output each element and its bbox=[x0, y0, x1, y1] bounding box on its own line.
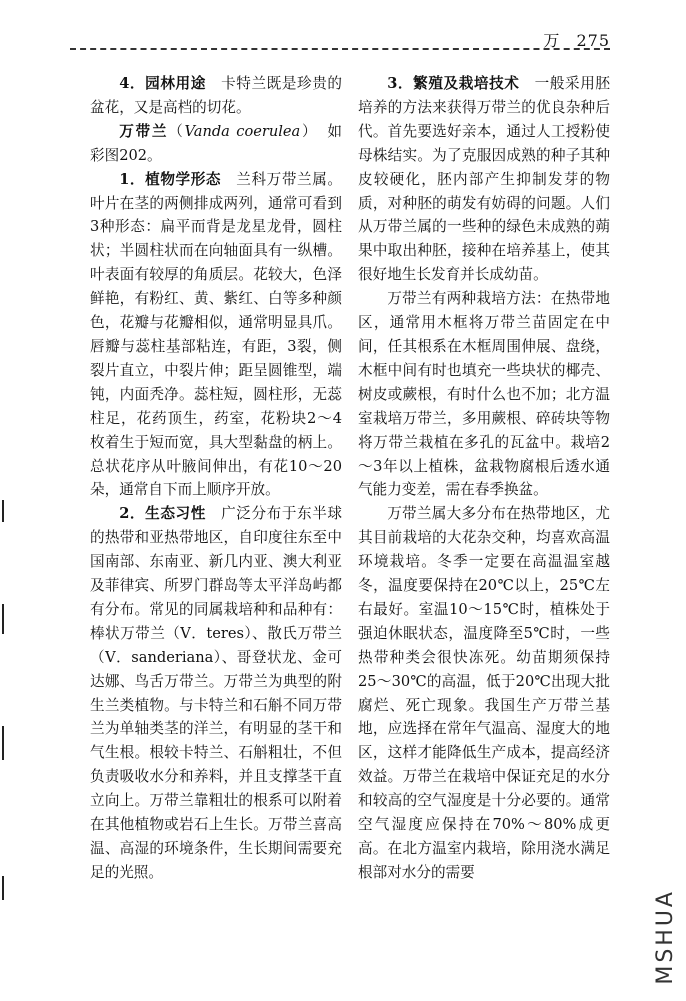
page-number: 275 bbox=[576, 31, 610, 50]
entry-term: 万带兰 bbox=[119, 122, 169, 140]
paragraph bbox=[358, 502, 610, 885]
latin-close: ） bbox=[300, 122, 312, 140]
paragraph-text: 一般采用胚培养的方法来获得万带兰的优良杂种后代。首先要选好亲本，通过人工授粉使母株结实。为了克服因成熟的种子其种皮较硬化，胚内部产生抑制发芽的物质，对种胚的萌发有妨碍的问题。人们从万带兰属的一些种的绿色未成熟的蒴果中取出种胚，接种在培养基上，使其很好地生长发育并长成幼苗。 bbox=[358, 75, 610, 284]
latin-open: （ bbox=[168, 122, 185, 140]
paragraph bbox=[358, 72, 610, 287]
paragraph bbox=[90, 168, 342, 503]
section-heading: 2．生态习性 bbox=[119, 505, 206, 523]
entry-paragraph bbox=[90, 120, 342, 168]
paragraph-text: 卡特兰既是珍贵的盆花，又是高档的切花。 bbox=[90, 75, 342, 116]
running-head bbox=[543, 28, 610, 51]
paragraph-text: 广泛分布于东半球的热带和亚热带地区，自印度往东至中国南部、东南亚、新几内亚、澳大利亚及菲律宾、所罗门群岛等太平洋岛屿都有分布。常见的同属栽培种和品种有：棒状万带兰（V．teres）、散氏万带兰（V．sanderiana）、哥登状龙、金可达娜、鸟舌万带兰。万带兰为典型的附生兰类植物。与卡特兰和石斛不同万带兰为单轴类茎的洋兰，有明显的茎干和气生根。根较卡特兰、石斛粗壮，不但负责吸收水分和养料，并且支撑茎干直立向上。万带兰靠粗壮的根系可以附着在其他植物或岩石上生长。万带兰喜高温、高湿的环境条件，生长期间需要充足的光照。 bbox=[90, 505, 342, 881]
section-heading: 1．植物学形态 bbox=[119, 170, 222, 188]
paragraph bbox=[358, 287, 610, 502]
paragraph bbox=[90, 72, 342, 120]
section-heading: 3．繁殖及栽培技术 bbox=[387, 75, 520, 92]
paragraph bbox=[90, 502, 342, 885]
left-column bbox=[90, 72, 342, 885]
paragraph-text: 兰科万带兰属。叶片在茎的两侧排成两列，通常可看到3种形态：扁平而背是龙星龙骨，圆柱状；半圆柱状而在向轴面具有一纵槽。叶表面有较厚的角质层。花较大，色泽鲜艳，有粉红、黄、紫红、白等多种颜色，花瓣与花瓣相似，通常明显具爪。唇瓣与蕊柱基部粘连，有距，3裂，侧裂片直立，中裂片伸；距呈圆锥型，端钝，内面秃净。蕊柱短，圆柱形，无蕊柱足，花药顶生，药室，花粉块2～4枚着生于短而宽，具大型黏盘的柄上。总状花序从叶腋间伸出，有花10～20朵，通常自下而上顺序开放。 bbox=[90, 170, 342, 499]
right-column bbox=[358, 72, 610, 885]
watermark: MSHUA bbox=[653, 889, 678, 985]
running-head-title: 万 bbox=[543, 31, 561, 50]
latin-name: Vanda coerulea bbox=[184, 122, 301, 140]
paragraph-text: 万带兰有两种栽培方法：在热带地区，通常用木框将万带兰苗固定在中间，任其根系在木框周围伸展、盘绕，木框中间有时也填充一些块状的椰壳、树皮或蕨根，有时什么也不加；北方温室栽培万带兰，多用蕨根、碎砖块等物将万带兰栽植在多孔的瓦盆中。栽培2～3年以上植株，盆栽物腐根后透水通气能力变差，需在春季换盆。 bbox=[358, 290, 610, 499]
header-rule bbox=[70, 48, 610, 50]
paragraph-text: 如彩图202。 bbox=[90, 122, 342, 164]
section-heading: 4．园林用途 bbox=[119, 75, 206, 92]
paragraph-text: 万带兰属大多分布在热带地区，尤其目前栽培的大花杂交种，均喜欢高温环境栽培。冬季一定要在高温温室越冬，温度要保持在20℃以上，25℃左右最好。室温10～15℃时，植株处于强迫休眠状态，温度降至5℃时，一些热带种类会很快冻死。幼苗期须保持25～30℃的高温，低于20℃出现大批腐烂、死亡现象。我国生产万带兰基地，应选择在常年气温高、湿度大的地区，这样才能降低生产成本，提高经济效益。万带兰在栽培中保证充足的水分和较高的空气湿度是十分必要的。通常空气湿度应保持在70%～80%成更高。在北方温室内栽培，除用浇水满足根部对水分的需要 bbox=[358, 505, 610, 881]
